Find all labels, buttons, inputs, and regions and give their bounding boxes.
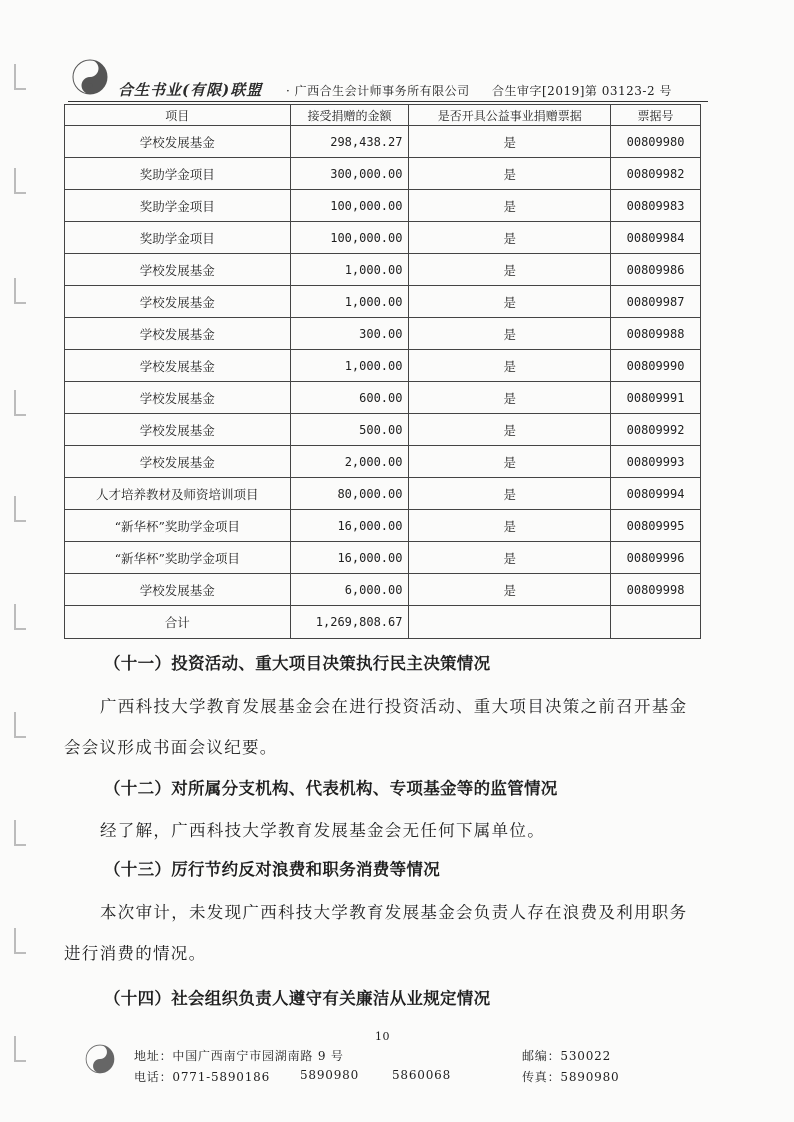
receipt-issued-cell: 是 <box>409 222 611 254</box>
table-row <box>65 158 701 190</box>
project-cell: 奖助学金项目 <box>65 158 291 190</box>
receipt-number-cell: 00809990 <box>611 350 701 382</box>
column-header: 是否开具公益事业捐赠票据 <box>409 105 611 126</box>
amount-cell: 2,000.00 <box>290 446 409 478</box>
total-receipt-issued-cell <box>409 606 611 639</box>
binding-mark <box>14 1036 26 1062</box>
receipt-number-cell: 00809986 <box>611 254 701 286</box>
page-number: 10 <box>375 1030 390 1043</box>
binding-mark <box>14 390 26 416</box>
table-row <box>65 286 701 318</box>
footer-postcode: 邮编：530022 <box>522 1049 612 1063</box>
amount-cell: 80,000.00 <box>290 478 409 510</box>
amount-cell: 100,000.00 <box>290 190 409 222</box>
project-cell: 奖助学金项目 <box>65 190 291 222</box>
column-header: 项目 <box>65 105 291 126</box>
receipt-number-cell: 00809983 <box>611 190 701 222</box>
receipt-number-cell: 00809998 <box>611 574 701 606</box>
amount-cell: 1,000.00 <box>290 350 409 382</box>
receipt-number-cell: 00809996 <box>611 542 701 574</box>
total-amount-cell: 1,269,808.67 <box>290 606 409 639</box>
header-rule <box>68 101 708 102</box>
receipt-issued-cell: 是 <box>409 286 611 318</box>
project-cell: 学校发展基金 <box>65 318 291 350</box>
binding-mark <box>14 496 26 522</box>
binding-mark <box>14 64 26 90</box>
amount-cell: 298,438.27 <box>290 126 409 158</box>
amount-cell: 1,000.00 <box>290 254 409 286</box>
swirl-logo-icon <box>68 57 112 97</box>
receipt-issued-cell: 是 <box>409 574 611 606</box>
amount-cell: 300,000.00 <box>290 158 409 190</box>
section-heading: （十三）厉行节约反对浪费和职务消费等情况 <box>104 860 440 879</box>
amount-cell: 600.00 <box>290 382 409 414</box>
receipt-issued-cell: 是 <box>409 382 611 414</box>
footer-phone: 电话：0771-5890186 <box>134 1070 271 1084</box>
receipt-issued-cell: 是 <box>409 446 611 478</box>
amount-cell: 300.00 <box>290 318 409 350</box>
section-paragraph: 广西科技大学教育发展基金会在进行投资活动、重大项目决策之前召开基金会会议形成书面会议纪要。 <box>64 697 688 757</box>
table-row <box>65 190 701 222</box>
document-number: 合生审字[2019]第 03123-2 号 <box>492 84 672 98</box>
binding-mark <box>14 168 26 194</box>
table-row <box>65 478 701 510</box>
table-header-row <box>65 105 701 126</box>
receipt-number-cell: 00809995 <box>611 510 701 542</box>
binding-mark <box>14 928 26 954</box>
receipt-issued-cell: 是 <box>409 158 611 190</box>
receipt-number-cell: 00809987 <box>611 286 701 318</box>
footer-phone-2: 5890980 <box>300 1068 360 1082</box>
amount-cell: 100,000.00 <box>290 222 409 254</box>
table-row <box>65 574 701 606</box>
receipt-number-cell: 00809988 <box>611 318 701 350</box>
project-cell: “新华杯”奖助学金项目 <box>65 542 291 574</box>
section-heading: （十二）对所属分支机构、代表机构、专项基金等的监管情况 <box>104 779 558 798</box>
table-row <box>65 222 701 254</box>
project-cell: 学校发展基金 <box>65 254 291 286</box>
receipt-number-cell: 00809992 <box>611 414 701 446</box>
receipt-issued-cell: 是 <box>409 542 611 574</box>
receipt-number-cell: 00809980 <box>611 126 701 158</box>
receipt-number-cell: 00809993 <box>611 446 701 478</box>
table-row <box>65 510 701 542</box>
receipt-issued-cell: 是 <box>409 414 611 446</box>
page-header <box>68 55 708 105</box>
project-cell: 学校发展基金 <box>65 574 291 606</box>
receipt-issued-cell: 是 <box>409 478 611 510</box>
amount-cell: 500.00 <box>290 414 409 446</box>
project-cell: 学校发展基金 <box>65 350 291 382</box>
amount-cell: 16,000.00 <box>290 542 409 574</box>
table-row <box>65 318 701 350</box>
project-cell: 学校发展基金 <box>65 126 291 158</box>
section-heading: （十一）投资活动、重大项目决策执行民主决策情况 <box>104 654 491 673</box>
receipt-issued-cell: 是 <box>409 126 611 158</box>
footer-address: 地址：中国广西南宁市园湖南路 9 号 <box>134 1049 344 1063</box>
binding-mark <box>14 820 26 846</box>
project-cell: 奖助学金项目 <box>65 222 291 254</box>
receipt-issued-cell: 是 <box>409 190 611 222</box>
table-row <box>65 126 701 158</box>
section-paragraph: 本次审计，未发现广西科技大学教育发展基金会负责人存在浪费及利用职务进行消费的情况。 <box>64 903 688 963</box>
project-cell: 人才培养教材及师资培训项目 <box>65 478 291 510</box>
project-cell: 学校发展基金 <box>65 414 291 446</box>
column-header: 接受捐赠的金额 <box>290 105 409 126</box>
section-paragraph: 经了解，广西科技大学教育发展基金会无任何下属单位。 <box>100 821 545 840</box>
receipt-issued-cell: 是 <box>409 254 611 286</box>
receipt-number-cell: 00809994 <box>611 478 701 510</box>
donation-table <box>64 104 701 639</box>
table-row <box>65 542 701 574</box>
footer-fax: 传真：5890980 <box>522 1070 620 1084</box>
receipt-number-cell: 00809982 <box>611 158 701 190</box>
receipt-issued-cell: 是 <box>409 510 611 542</box>
table-row <box>65 254 701 286</box>
receipt-number-cell: 00809991 <box>611 382 701 414</box>
amount-cell: 1,000.00 <box>290 286 409 318</box>
project-cell: 学校发展基金 <box>65 446 291 478</box>
swirl-logo-icon <box>82 1042 118 1076</box>
binding-mark <box>14 278 26 304</box>
amount-cell: 6,000.00 <box>290 574 409 606</box>
total-row <box>65 606 701 639</box>
receipt-issued-cell: 是 <box>409 350 611 382</box>
project-cell: 学校发展基金 <box>65 382 291 414</box>
binding-mark <box>14 604 26 630</box>
total-label-cell: 合计 <box>65 606 291 639</box>
project-cell: “新华杯”奖助学金项目 <box>65 510 291 542</box>
column-header: 票据号 <box>611 105 701 126</box>
receipt-number-cell: 00809984 <box>611 222 701 254</box>
footer-phone-3: 5860068 <box>392 1068 452 1082</box>
receipt-issued-cell: 是 <box>409 318 611 350</box>
binding-mark <box>14 712 26 738</box>
table-row <box>65 414 701 446</box>
total-receipt-number-cell <box>611 606 701 639</box>
section-heading: （十四）社会组织负责人遵守有关廉洁从业规定情况 <box>104 989 491 1008</box>
table-row <box>65 446 701 478</box>
firm-script-name: 合生书业(有限)联盟 <box>118 81 263 99</box>
project-cell: 学校发展基金 <box>65 286 291 318</box>
amount-cell: 16,000.00 <box>290 510 409 542</box>
table-row <box>65 350 701 382</box>
table-row <box>65 382 701 414</box>
firm-name: · 广西合生会计师事务所有限公司 <box>286 84 470 98</box>
